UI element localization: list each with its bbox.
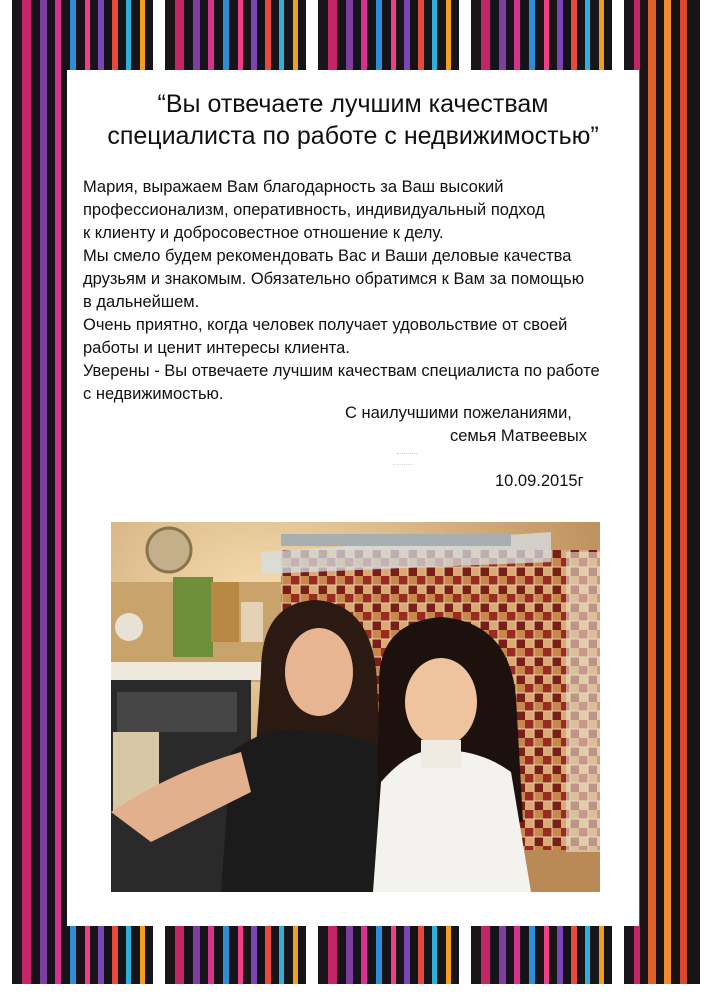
striped-border-right-decoration: [640, 0, 700, 984]
signature-name: семья Матвеевых: [450, 427, 587, 445]
body-line: Уверены - Вы отвечаете лучшим качествам специалиста по работе: [83, 362, 600, 380]
body-line: с недвижимостью.: [83, 385, 224, 403]
body-line: Очень приятно, когда человек получает удовольствие от своей: [83, 316, 568, 334]
letter-body: [83, 176, 613, 406]
faint-scan-mark: [393, 453, 417, 465]
body-line: профессионализм, оперативность, индивидуальный подход: [83, 201, 545, 219]
body-line: Мария, выражаем Вам благодарность за Ваш высокий: [83, 178, 504, 196]
body-line: к клиенту и добросовестное отношение к делу.: [83, 224, 444, 242]
letter-title: [67, 88, 639, 152]
photo-illustration: [111, 522, 600, 892]
body-line: друзьям и знакомым. Обязательно обратимся к Вам за помощью: [83, 270, 585, 288]
body-line: в дальнейшем.: [83, 293, 200, 311]
page-left-margin: [0, 0, 12, 1000]
body-line: работы и ценит интересы клиента.: [83, 339, 350, 357]
letter-title-line: специалиста по работе с недвижимостью”: [107, 122, 599, 150]
letter-signature-block: [327, 402, 617, 448]
page-bottom-margin: [0, 984, 713, 1000]
letter-sheet: [67, 70, 639, 926]
photo-two-women-kitchen: [111, 522, 600, 892]
closing-phrase: С наилучшими пожеланиями,: [345, 404, 572, 422]
page-right-margin: [700, 0, 713, 1000]
letter-title-line: “Вы отвечаете лучшим качествам: [157, 90, 549, 118]
letter-date: 10.09.2015г: [495, 472, 584, 490]
body-line: Мы смело будем рекомендовать Вас и Ваши деловые качества: [83, 247, 572, 265]
